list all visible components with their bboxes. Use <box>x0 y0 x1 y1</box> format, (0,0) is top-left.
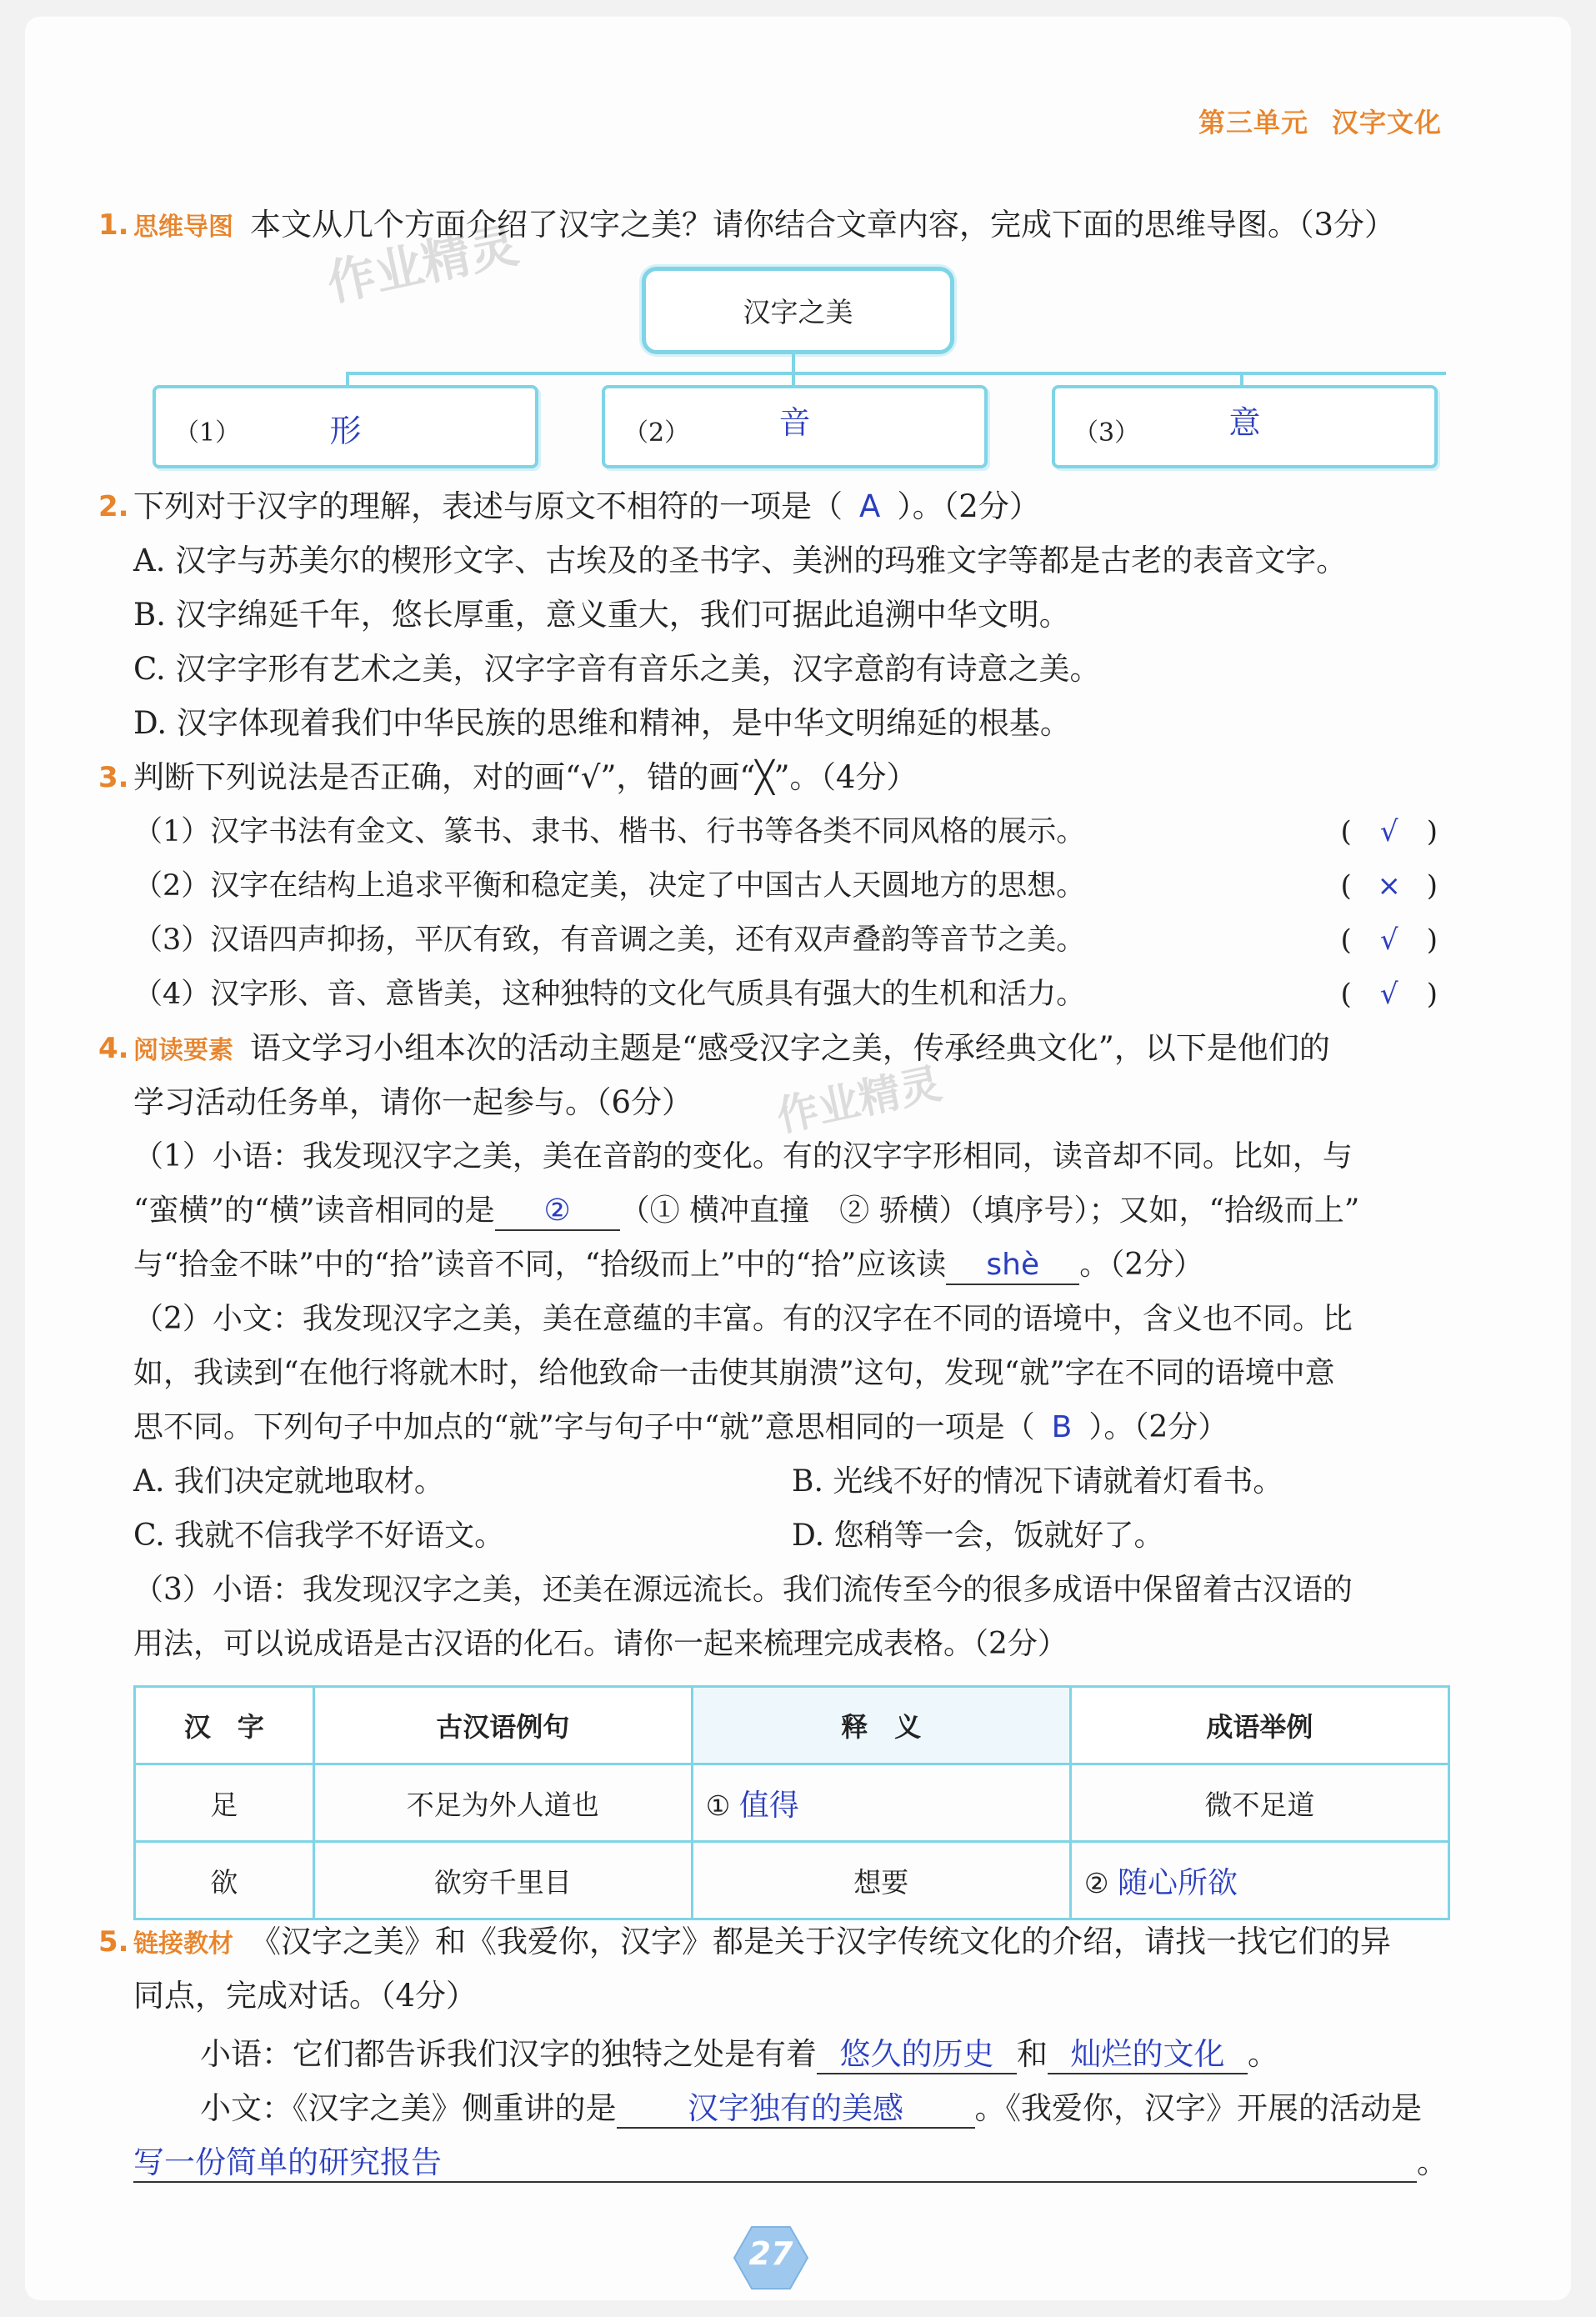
table-row <box>135 1842 1449 1919</box>
q4-p2-text: 思不同。下列句子中加点的“就”字与句子中“就”意思相同的一项是（ <box>133 1410 1035 1444</box>
q4-p2-option-b: B. 光线不好的情况下请就着灯看书。 <box>792 1464 1283 1499</box>
q3-item: （4）汉字形、音、意皆美，这种独特的文化气质具有强大的生机和活力。 <box>133 978 1086 1011</box>
mindmap-box-label: （1） <box>174 418 241 448</box>
table-cell-prefix: ② <box>1083 1866 1109 1899</box>
idiom-table <box>133 1685 1450 1920</box>
table-header: 汉 字 <box>135 1687 314 1764</box>
watermark: 作业精灵 <box>772 1058 946 1142</box>
q5-text: 《汉字之美》和《我爱你，汉字》都是关于汉字传统文化的介绍，请找一找它们的异 <box>250 1924 1391 1959</box>
table-cell: 想要 <box>692 1842 1070 1919</box>
q3-judgement: ( √ ) <box>1340 811 1438 853</box>
q2-option-b: B. 汉字绵延千年，悠长厚重，意义重大，我们可据此追溯中华文明。 <box>133 597 1070 633</box>
mindmap-box-1 <box>153 385 538 468</box>
q5-last-line <box>133 2142 1448 2184</box>
q1-text: 本文从几个方面介绍了汉字之美？请你结合文章内容，完成下面的思维导图。（3分） <box>250 207 1396 243</box>
q5-tag: 链接教材 <box>133 1929 233 1959</box>
q5-stem <box>133 1921 1391 1965</box>
table-cell: 不足为外人道也 <box>313 1764 692 1842</box>
table-answer: 随心所欲 <box>1117 1865 1238 1900</box>
table-header: 成语举例 <box>1070 1687 1448 1764</box>
q2-option-c: C. 汉字字形有艺术之美，汉字字音有音乐之美，汉字意韵有诗意之美。 <box>133 651 1101 687</box>
q3-item: （3）汉语四声抑扬，平仄有致，有音调之美，还有双声叠韵等音节之美。 <box>133 923 1086 957</box>
q4-p2-answer: B <box>1051 1410 1073 1444</box>
q5-text: 小文：《汉字之美》侧重讲的是 <box>200 2090 617 2126</box>
q4-p1-text: 与“拾金不昧”中的“拾”读音不同，“拾级而上”中的“拾”应该读 <box>133 1248 947 1282</box>
question-number: 5. <box>98 1925 129 1959</box>
q4-p1-answer-2: shè <box>946 1247 1079 1285</box>
question-number: 2. <box>98 490 129 523</box>
unit-label: 第三单元 <box>1198 107 1308 138</box>
table-row <box>135 1764 1449 1842</box>
q5-text: 。《我爱你，汉字》开展的活动是 <box>974 2090 1422 2126</box>
q2-option-a: A. 汉字与苏美尔的楔形文字、古埃及的圣书字、美洲的玛雅文字等都是古老的表音文字。 <box>133 543 1348 578</box>
table-header-row <box>135 1687 1449 1764</box>
q4-p1-line1: （1）小语：我发现汉字之美，美在音韵的变化。有的汉字字形相同，读音却不同。比如，与 <box>133 1139 1353 1174</box>
q5-xiaowen <box>200 2088 1422 2129</box>
mindmap-box-2 <box>602 385 988 468</box>
q5-text: 。 <box>1417 2144 1448 2180</box>
q1-stem <box>133 204 1395 248</box>
q4-p2-line1: （2）小文：我发现汉字之美，美在意蕴的丰富。有的汉字在不同的语境中，含义也不同。比 <box>133 1302 1353 1336</box>
q2-text: 下列对于汉字的理解，表述与原文不相符的一项是（ <box>133 488 843 524</box>
table-cell: 微不足道 <box>1070 1764 1448 1842</box>
table-cell <box>692 1764 1070 1842</box>
q5-stem-2: 同点，完成对话。（4分） <box>133 1978 478 2014</box>
mindmap-connector <box>346 372 1446 375</box>
mindmap-connector <box>792 350 795 373</box>
q3-item: （1）汉字书法有金文、篆书、隶书、楷书、行书等各类不同风格的展示。 <box>133 815 1086 848</box>
question-number: 4. <box>98 1032 129 1065</box>
table-cell-prefix: ① <box>705 1789 731 1822</box>
question-number: 3. <box>98 761 129 794</box>
mindmap-box-label: （3） <box>1073 418 1140 448</box>
q5-answer-2: 灿烂的文化 <box>1048 2036 1248 2074</box>
mindmap-answer: 意 <box>1228 404 1261 441</box>
q4-p1-line2 <box>133 1190 1359 1232</box>
table-answer: 值得 <box>738 1788 799 1823</box>
q1-tag: 思维导图 <box>133 213 233 242</box>
table-cell: 欲穷千里目 <box>313 1842 692 1919</box>
question-number: 1. <box>98 208 129 242</box>
mindmap-answer: 音 <box>778 404 811 441</box>
q2-option-d: D. 汉字体现着我们中华民族的思维和精神，是中华文明绵延的根基。 <box>133 705 1071 741</box>
table-header: 古汉语例句 <box>313 1687 692 1764</box>
q5-text: 和 <box>1017 2036 1048 2072</box>
q4-p2-option-d: D. 您稍等一会，饭就好了。 <box>792 1519 1164 1553</box>
q3-answer: √ <box>1379 923 1398 957</box>
q4-intro-2: 学习活动任务单，请你一起参与。（6分） <box>133 1084 693 1120</box>
q5-xiaoyu <box>200 2034 1278 2075</box>
q4-p3-line2: 用法，可以说成语是古汉语的化石。请你一起来梳理完成表格。（2分） <box>133 1627 1068 1661</box>
q5-answer-1: 悠久的历史 <box>817 2036 1017 2074</box>
table-cell <box>1070 1842 1448 1919</box>
q4-p3-line1: （3）小语：我发现汉字之美，还美在源远流长。我们流传至今的很多成语中保留着古汉语的 <box>133 1573 1353 1607</box>
q3-stem: 判断下列说法是否正确，对的画“√”，错的画“╳”。（4分） <box>133 759 918 795</box>
q4-p2-text: ）。（2分） <box>1088 1410 1228 1444</box>
table-cell: 欲 <box>135 1842 314 1919</box>
q4-intro <box>133 1028 1330 1072</box>
q2-text: ）。（2分） <box>897 488 1040 524</box>
mindmap-root: 汉字之美 <box>642 267 954 354</box>
q4-p1-text: （① 横冲直撞 ② 骄横）（填序号）；又如，“拾级而上” <box>619 1194 1360 1228</box>
q4-p2-line2: 如，我读到“在他行将就木时，给他致命一击使其崩溃”这句，发现“就”字在不同的语境中意 <box>133 1356 1335 1390</box>
q3-answer: √ <box>1379 815 1398 848</box>
q4-p1-line3 <box>133 1244 1203 1286</box>
unit-header <box>1198 102 1442 140</box>
q4-p2-line3 <box>133 1407 1228 1449</box>
mindmap-box-label: （2） <box>623 418 690 448</box>
q3-judgement: ( × ) <box>1340 865 1438 907</box>
unit-topic: 汉字文化 <box>1331 107 1442 138</box>
q4-intro-text: 语文学习小组本次的活动主题是“感受汉字之美，传承经典文化”，以下是他们的 <box>250 1030 1330 1066</box>
q3-item: （2）汉字在结构上追求平衡和稳定美，决定了中国古人天圆地方的思想。 <box>133 869 1086 903</box>
table-cell: 足 <box>135 1764 314 1842</box>
q4-p1-text: 。（2分） <box>1079 1248 1204 1282</box>
q3-judgement: ( √ ) <box>1340 973 1438 1015</box>
q4-p1-answer-1: ② <box>495 1193 620 1231</box>
q2-answer: A <box>859 488 881 524</box>
q4-tag: 阅读要素 <box>133 1036 233 1065</box>
q2-stem <box>133 486 1040 528</box>
page-number: 27 <box>748 2235 793 2272</box>
watermark: 作业精灵 <box>322 216 523 313</box>
q5-text: 小语：它们都告诉我们汉字的独特之处是有着 <box>200 2036 817 2072</box>
q5-answer-4: 写一份简单的研究报告 <box>133 2144 1417 2183</box>
q4-p2-option-a: A. 我们决定就地取材。 <box>133 1464 444 1499</box>
q5-answer-3: 汉字独有的美感 <box>617 2090 975 2129</box>
q3-judgement: ( √ ) <box>1340 919 1438 961</box>
table-header: 释 义 <box>692 1687 1070 1764</box>
q4-p1-text: “蛮横”的“横”读音相同的是 <box>133 1194 495 1228</box>
q4-p2-option-c: C. 我就不信我学不好语文。 <box>133 1519 505 1553</box>
q3-answer: × <box>1377 869 1401 903</box>
q3-answer: √ <box>1379 978 1398 1011</box>
mindmap-box-3 <box>1052 385 1438 468</box>
mindmap-answer: 形 <box>329 413 362 449</box>
q5-text: 。 <box>1248 2036 1278 2072</box>
